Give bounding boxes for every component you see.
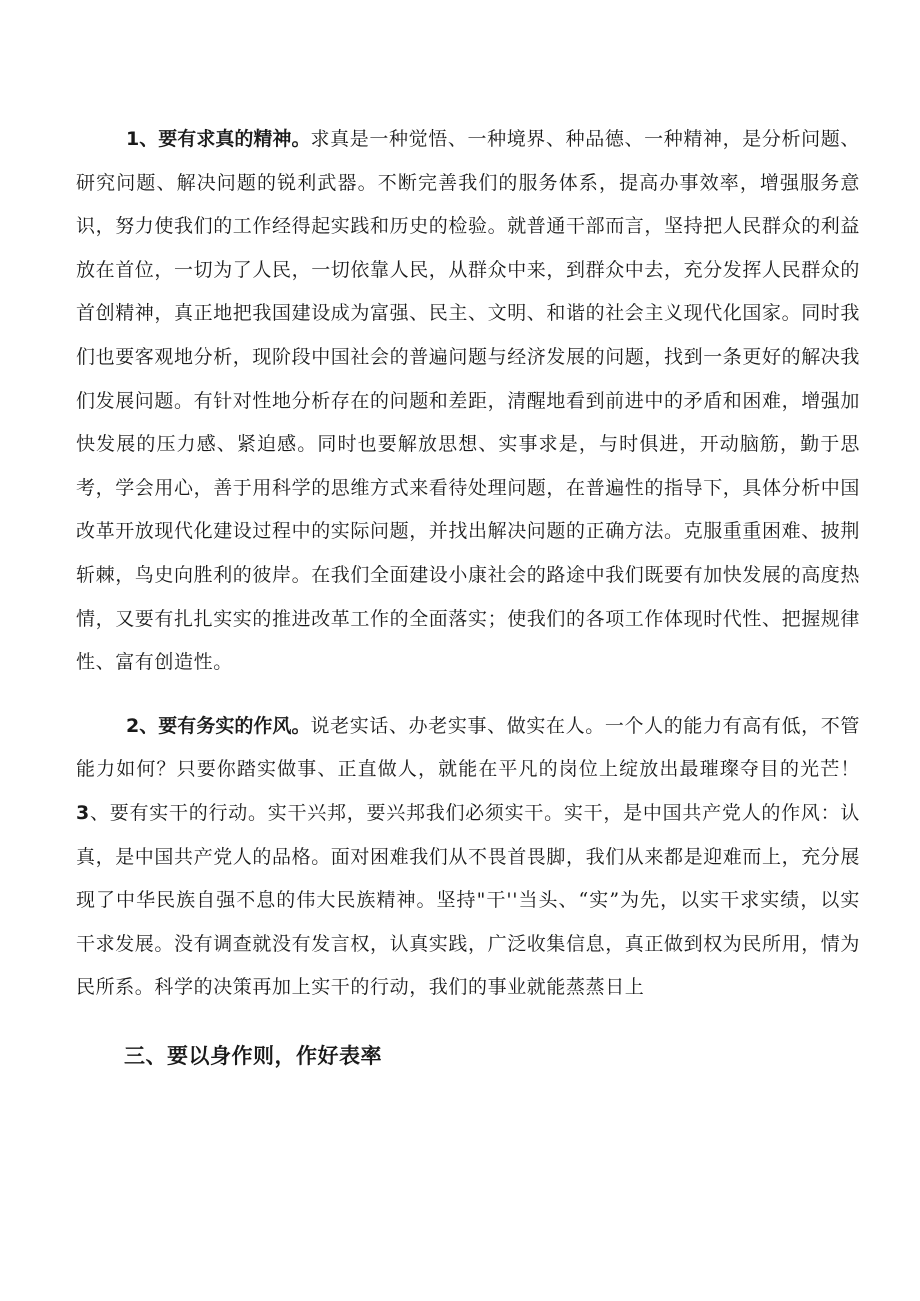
paragraph-seek-truth bbox=[76, 118, 860, 685]
paragraph-body-action: 、要有实干的行动。实干兴邦，要兴邦我们必须实干。实干，是中国共产党人的作风：认真，是中国共产党人的品格。面对困难我们从不畏首畏脚，我们从来都是迎难而上，充分展现了中华民族自强不息的伟大民族精神。坚持"干''当头、“实”为先，以实干求实绩，以实干求发展。没有调查就没有发言权，认真实践，广泛收集信息，真正做到权为民所用，情为民所系。科学的决策再加上实干的行动，我们的事业就能蒸蒸日上 bbox=[76, 801, 861, 999]
section-heading: 三、要以身作则，作好表率 bbox=[124, 1043, 382, 1068]
paragraph-lead-seek-truth: 1、要有求真的精神。 bbox=[126, 128, 311, 150]
document-page bbox=[76, 118, 860, 1076]
paragraph-body-practical-style: 说老实话、办老实事、做实在人。一个人的能力有高有低，不管能力如何？只要你踏实做事、正直做人，就能在平凡的岗位上绽放出最璀璨夺目的光芒！ bbox=[76, 714, 860, 781]
paragraph-lead-practical-style: 2、要有务实的作风。 bbox=[126, 714, 311, 737]
paragraph-practical-style bbox=[76, 705, 860, 1010]
paragraph-body-seek-truth: 求真是一种觉悟、一种境界、种品德、一种精神，是分析问题、研究问题、解决问题的锐利武器。不断完善我们的服务体系，提高办事效率，增强服务意识，努力使我们的工作经得起实践和历史的检验。就普通干部而言，坚持把人民群众的利益放在首位，一切为了人民，一切依靠人民，从群众中来，到群众中去，充分发挥人民群众的首创精神，真正地把我国建设成为富强、民主、文明、和谐的社会主义现代化国家。同时我们也要客观地分析，现阶段中国社会的普遍问题与经济发展的问题，找到一条更好的解决我们发展问题。有针对性地分析存在的问题和差距，清醒地看到前进中的矛盾和困难，增强加快发展的压力感、紧迫感。同时也要解放思想、实事求是，与时俱进，开动脑筋，勤于思考，学会用心，善于用科学的思维方式来看待处理问题，在普遍性的指导下，具体分析中国改革开放现代化建设过程中的实际问题，并找出解决问题的正确方法。克服重重困难、披荆斩棘，鸟史向胜利的彼岸。在我们全面建设小康社会的路途中我们既要有加快发展的高度热情，又要有扎扎实实的推进改革工作的全面落实；使我们的各项工作体现时代性、把握规律性、富有创造性。 bbox=[76, 128, 861, 674]
inline-item-number: 3 bbox=[76, 801, 90, 824]
